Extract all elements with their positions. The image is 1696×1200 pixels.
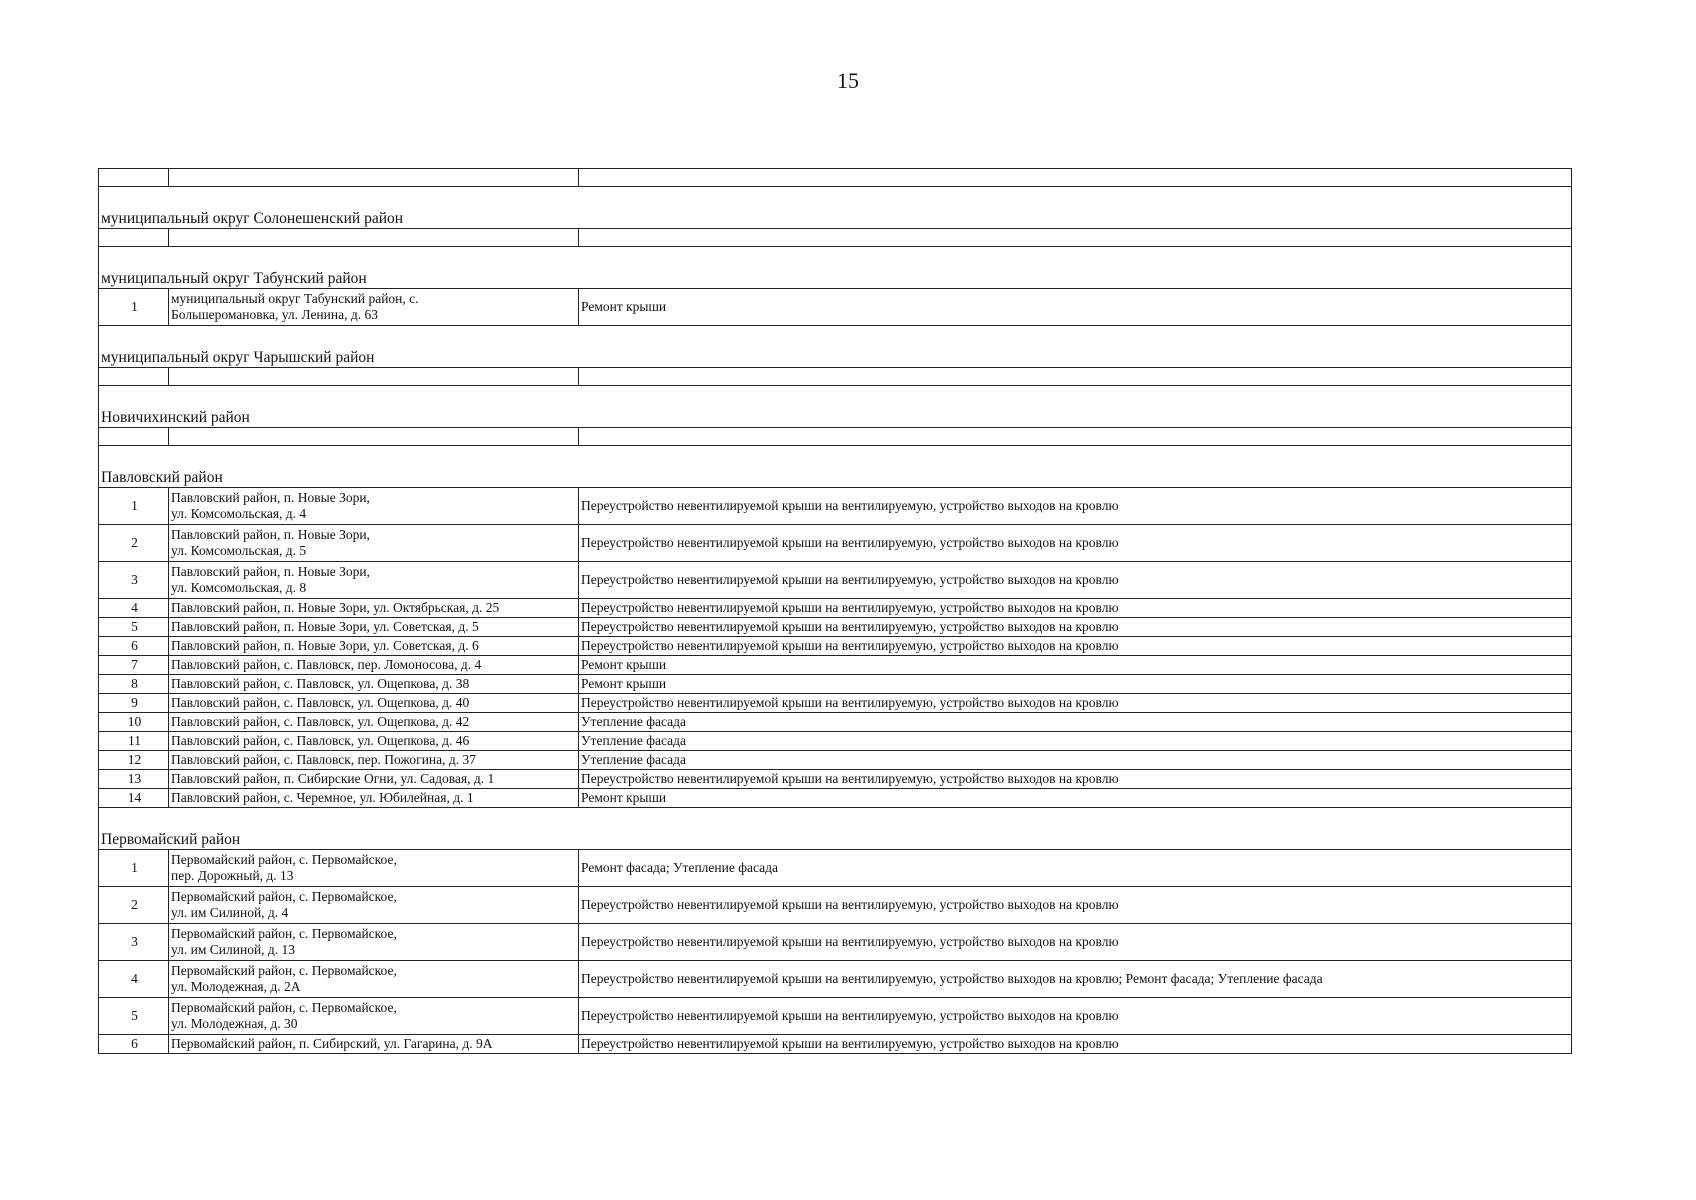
- row-work: Переустройство невентилируемой крыши на вентилируемую, устройство выходов на кровлю: [579, 998, 1572, 1035]
- row-address: [169, 961, 579, 998]
- row-work: Переустройство невентилируемой крыши на вентилируемую, устройство выходов на кровлю: [579, 525, 1572, 562]
- row-number: 2: [99, 525, 169, 562]
- row-address: [169, 850, 579, 887]
- address-line: Павловский район, с. Павловск, ул. Ощепкова, д. 42: [171, 714, 470, 729]
- address-line: Первомайский район, с. Первомайское,: [171, 852, 397, 867]
- row-number: 6: [99, 1035, 169, 1054]
- address-line: ул. Комсомольская, д. 8: [171, 580, 307, 595]
- address-line: Павловский район, с. Черемное, ул. Юбилейная, д. 1: [171, 790, 474, 805]
- section-heading-row: [99, 247, 1572, 289]
- empty-cell-number: [99, 428, 169, 446]
- row-work: Переустройство невентилируемой крыши на вентилируемую, устройство выходов на кровлю; Ремонт фасада; Утепление фасада: [579, 961, 1572, 998]
- empty-row: [99, 229, 1572, 247]
- address-line: ул. Молодежная, д. 2А: [171, 979, 301, 994]
- address-line: Павловский район, п. Новые Зори, ул. Октябрьская, д. 25: [171, 600, 500, 615]
- address-line: ул. им Силиной, д. 4: [171, 905, 289, 920]
- section-title: Новичихинский район: [99, 386, 1572, 428]
- row-work: Ремонт фасада; Утепление фасада: [579, 850, 1572, 887]
- address-line: ул. Молодежная, д. 30: [171, 1016, 298, 1031]
- row-address: [169, 599, 579, 618]
- row-work: Переустройство невентилируемой крыши на вентилируемую, устройство выходов на кровлю: [579, 562, 1572, 599]
- row-address: [169, 887, 579, 924]
- row-address: [169, 998, 579, 1035]
- row-work: Переустройство невентилируемой крыши на вентилируемую, устройство выходов на кровлю: [579, 488, 1572, 525]
- empty-cell-address: [169, 428, 579, 446]
- address-line: Павловский район, п. Новые Зори,: [171, 527, 370, 542]
- section-heading-row: [99, 808, 1572, 850]
- address-line: ул. Комсомольская, д. 5: [171, 543, 307, 558]
- row-address: [169, 770, 579, 789]
- address-line: Павловский район, с. Павловск, пер. Пожогина, д. 37: [171, 752, 477, 767]
- table-row: [99, 675, 1572, 694]
- row-number: 10: [99, 713, 169, 732]
- table-row: [99, 751, 1572, 770]
- empty-cell-work: [579, 229, 1572, 247]
- address-line: ул. им Силиной, д. 13: [171, 942, 296, 957]
- table-row: [99, 525, 1572, 562]
- row-address: [169, 1035, 579, 1054]
- row-number: 3: [99, 924, 169, 961]
- table-row: [99, 961, 1572, 998]
- address-line: пер. Дорожный, д. 13: [171, 868, 294, 883]
- table-row: [99, 789, 1572, 808]
- row-number: 14: [99, 789, 169, 808]
- section-title: Первомайский район: [99, 808, 1572, 850]
- row-number: 5: [99, 618, 169, 637]
- row-number: 7: [99, 656, 169, 675]
- page-number: 15: [837, 68, 859, 93]
- empty-row: [99, 169, 1572, 187]
- row-number: 11: [99, 732, 169, 751]
- address-line: Павловский район, п. Новые Зори, ул. Советская, д. 6: [171, 638, 479, 653]
- row-work: Ремонт крыши: [579, 675, 1572, 694]
- row-number: 4: [99, 961, 169, 998]
- table-row: [99, 618, 1572, 637]
- empty-cell-address: [169, 229, 579, 247]
- row-address: [169, 562, 579, 599]
- empty-cell-work: [579, 169, 1572, 187]
- address-line: ул. Комсомольская, д. 4: [171, 506, 307, 521]
- section-heading-row: [99, 446, 1572, 488]
- row-work: Переустройство невентилируемой крыши на вентилируемую, устройство выходов на кровлю: [579, 770, 1572, 789]
- address-line: Первомайский район, с. Первомайское,: [171, 926, 397, 941]
- empty-cell-work: [579, 368, 1572, 386]
- row-address: [169, 675, 579, 694]
- row-address: [169, 488, 579, 525]
- table-row: [99, 924, 1572, 961]
- address-line: муниципальный округ Табунский район, с.: [171, 291, 419, 306]
- row-work: Ремонт крыши: [579, 656, 1572, 675]
- table-row: [99, 732, 1572, 751]
- address-line: Павловский район, п. Новые Зори,: [171, 564, 370, 579]
- row-address: [169, 637, 579, 656]
- table-body: [99, 169, 1572, 1054]
- address-line: Большеромановка, ул. Ленина, д. 63: [171, 307, 378, 322]
- row-work: Ремонт крыши: [579, 789, 1572, 808]
- row-number: 9: [99, 694, 169, 713]
- empty-cell-work: [579, 428, 1572, 446]
- table-row: [99, 770, 1572, 789]
- row-address: [169, 751, 579, 770]
- address-line: Павловский район, п. Новые Зори, ул. Советская, д. 5: [171, 619, 479, 634]
- empty-cell-number: [99, 169, 169, 187]
- row-work: Утепление фасада: [579, 713, 1572, 732]
- table-row: [99, 289, 1572, 326]
- section-title: муниципальный округ Табунский район: [99, 247, 1572, 289]
- row-number: 3: [99, 562, 169, 599]
- row-number: 13: [99, 770, 169, 789]
- row-number: 6: [99, 637, 169, 656]
- row-address: [169, 732, 579, 751]
- row-number: 12: [99, 751, 169, 770]
- empty-cell-address: [169, 368, 579, 386]
- row-number: 8: [99, 675, 169, 694]
- address-line: Павловский район, с. Павловск, ул. Ощепкова, д. 38: [171, 676, 470, 691]
- row-address: [169, 656, 579, 675]
- row-address: [169, 525, 579, 562]
- address-line: Первомайский район, с. Первомайское,: [171, 889, 397, 904]
- row-number: 2: [99, 887, 169, 924]
- table-row: [99, 656, 1572, 675]
- table-row: [99, 1035, 1572, 1054]
- row-number: 1: [99, 488, 169, 525]
- row-number: 1: [99, 289, 169, 326]
- repair-works-table: [98, 168, 1572, 1054]
- section-heading-row: [99, 326, 1572, 368]
- row-address: [169, 713, 579, 732]
- table-row: [99, 713, 1572, 732]
- row-work: Переустройство невентилируемой крыши на вентилируемую, устройство выходов на кровлю: [579, 887, 1572, 924]
- empty-row: [99, 428, 1572, 446]
- address-line: Павловский район, п. Новые Зори,: [171, 490, 370, 505]
- row-address: [169, 924, 579, 961]
- row-address: [169, 789, 579, 808]
- table-row: [99, 998, 1572, 1035]
- empty-row: [99, 368, 1572, 386]
- row-number: 4: [99, 599, 169, 618]
- table-row: [99, 887, 1572, 924]
- row-number: 1: [99, 850, 169, 887]
- row-work: Ремонт крыши: [579, 289, 1572, 326]
- address-line: Первомайский район, с. Первомайское,: [171, 963, 397, 978]
- section-title: муниципальный округ Солонешенский район: [99, 187, 1572, 229]
- row-work: Переустройство невентилируемой крыши на вентилируемую, устройство выходов на кровлю: [579, 618, 1572, 637]
- table-row: [99, 637, 1572, 656]
- row-work: Утепление фасада: [579, 751, 1572, 770]
- table-row: [99, 850, 1572, 887]
- section-title: Павловский район: [99, 446, 1572, 488]
- table-row: [99, 694, 1572, 713]
- section-heading-row: [99, 386, 1572, 428]
- row-work: Переустройство невентилируемой крыши на вентилируемую, устройство выходов на кровлю: [579, 924, 1572, 961]
- row-address: [169, 694, 579, 713]
- table-row: [99, 599, 1572, 618]
- address-line: Павловский район, п. Сибирские Огни, ул. Садовая, д. 1: [171, 771, 495, 786]
- table-row: [99, 562, 1572, 599]
- row-address: [169, 618, 579, 637]
- row-work: Переустройство невентилируемой крыши на вентилируемую, устройство выходов на кровлю: [579, 1035, 1572, 1054]
- row-work: Переустройство невентилируемой крыши на вентилируемую, устройство выходов на кровлю: [579, 694, 1572, 713]
- row-address: [169, 289, 579, 326]
- empty-cell-number: [99, 229, 169, 247]
- section-title: муниципальный округ Чарышский район: [99, 326, 1572, 368]
- address-line: Первомайский район, с. Первомайское,: [171, 1000, 397, 1015]
- address-line: Первомайский район, п. Сибирский, ул. Гагарина, д. 9А: [171, 1036, 493, 1051]
- address-line: Павловский район, с. Павловск, ул. Ощепкова, д. 40: [171, 695, 470, 710]
- row-number: 5: [99, 998, 169, 1035]
- empty-cell-number: [99, 368, 169, 386]
- section-heading-row: [99, 187, 1572, 229]
- row-work: Переустройство невентилируемой крыши на вентилируемую, устройство выходов на кровлю: [579, 599, 1572, 618]
- row-work: Утепление фасада: [579, 732, 1572, 751]
- empty-cell-address: [169, 169, 579, 187]
- address-line: Павловский район, с. Павловск, пер. Ломоносова, д. 4: [171, 657, 482, 672]
- table-row: [99, 488, 1572, 525]
- row-work: Переустройство невентилируемой крыши на вентилируемую, устройство выходов на кровлю: [579, 637, 1572, 656]
- address-line: Павловский район, с. Павловск, ул. Ощепкова, д. 46: [171, 733, 470, 748]
